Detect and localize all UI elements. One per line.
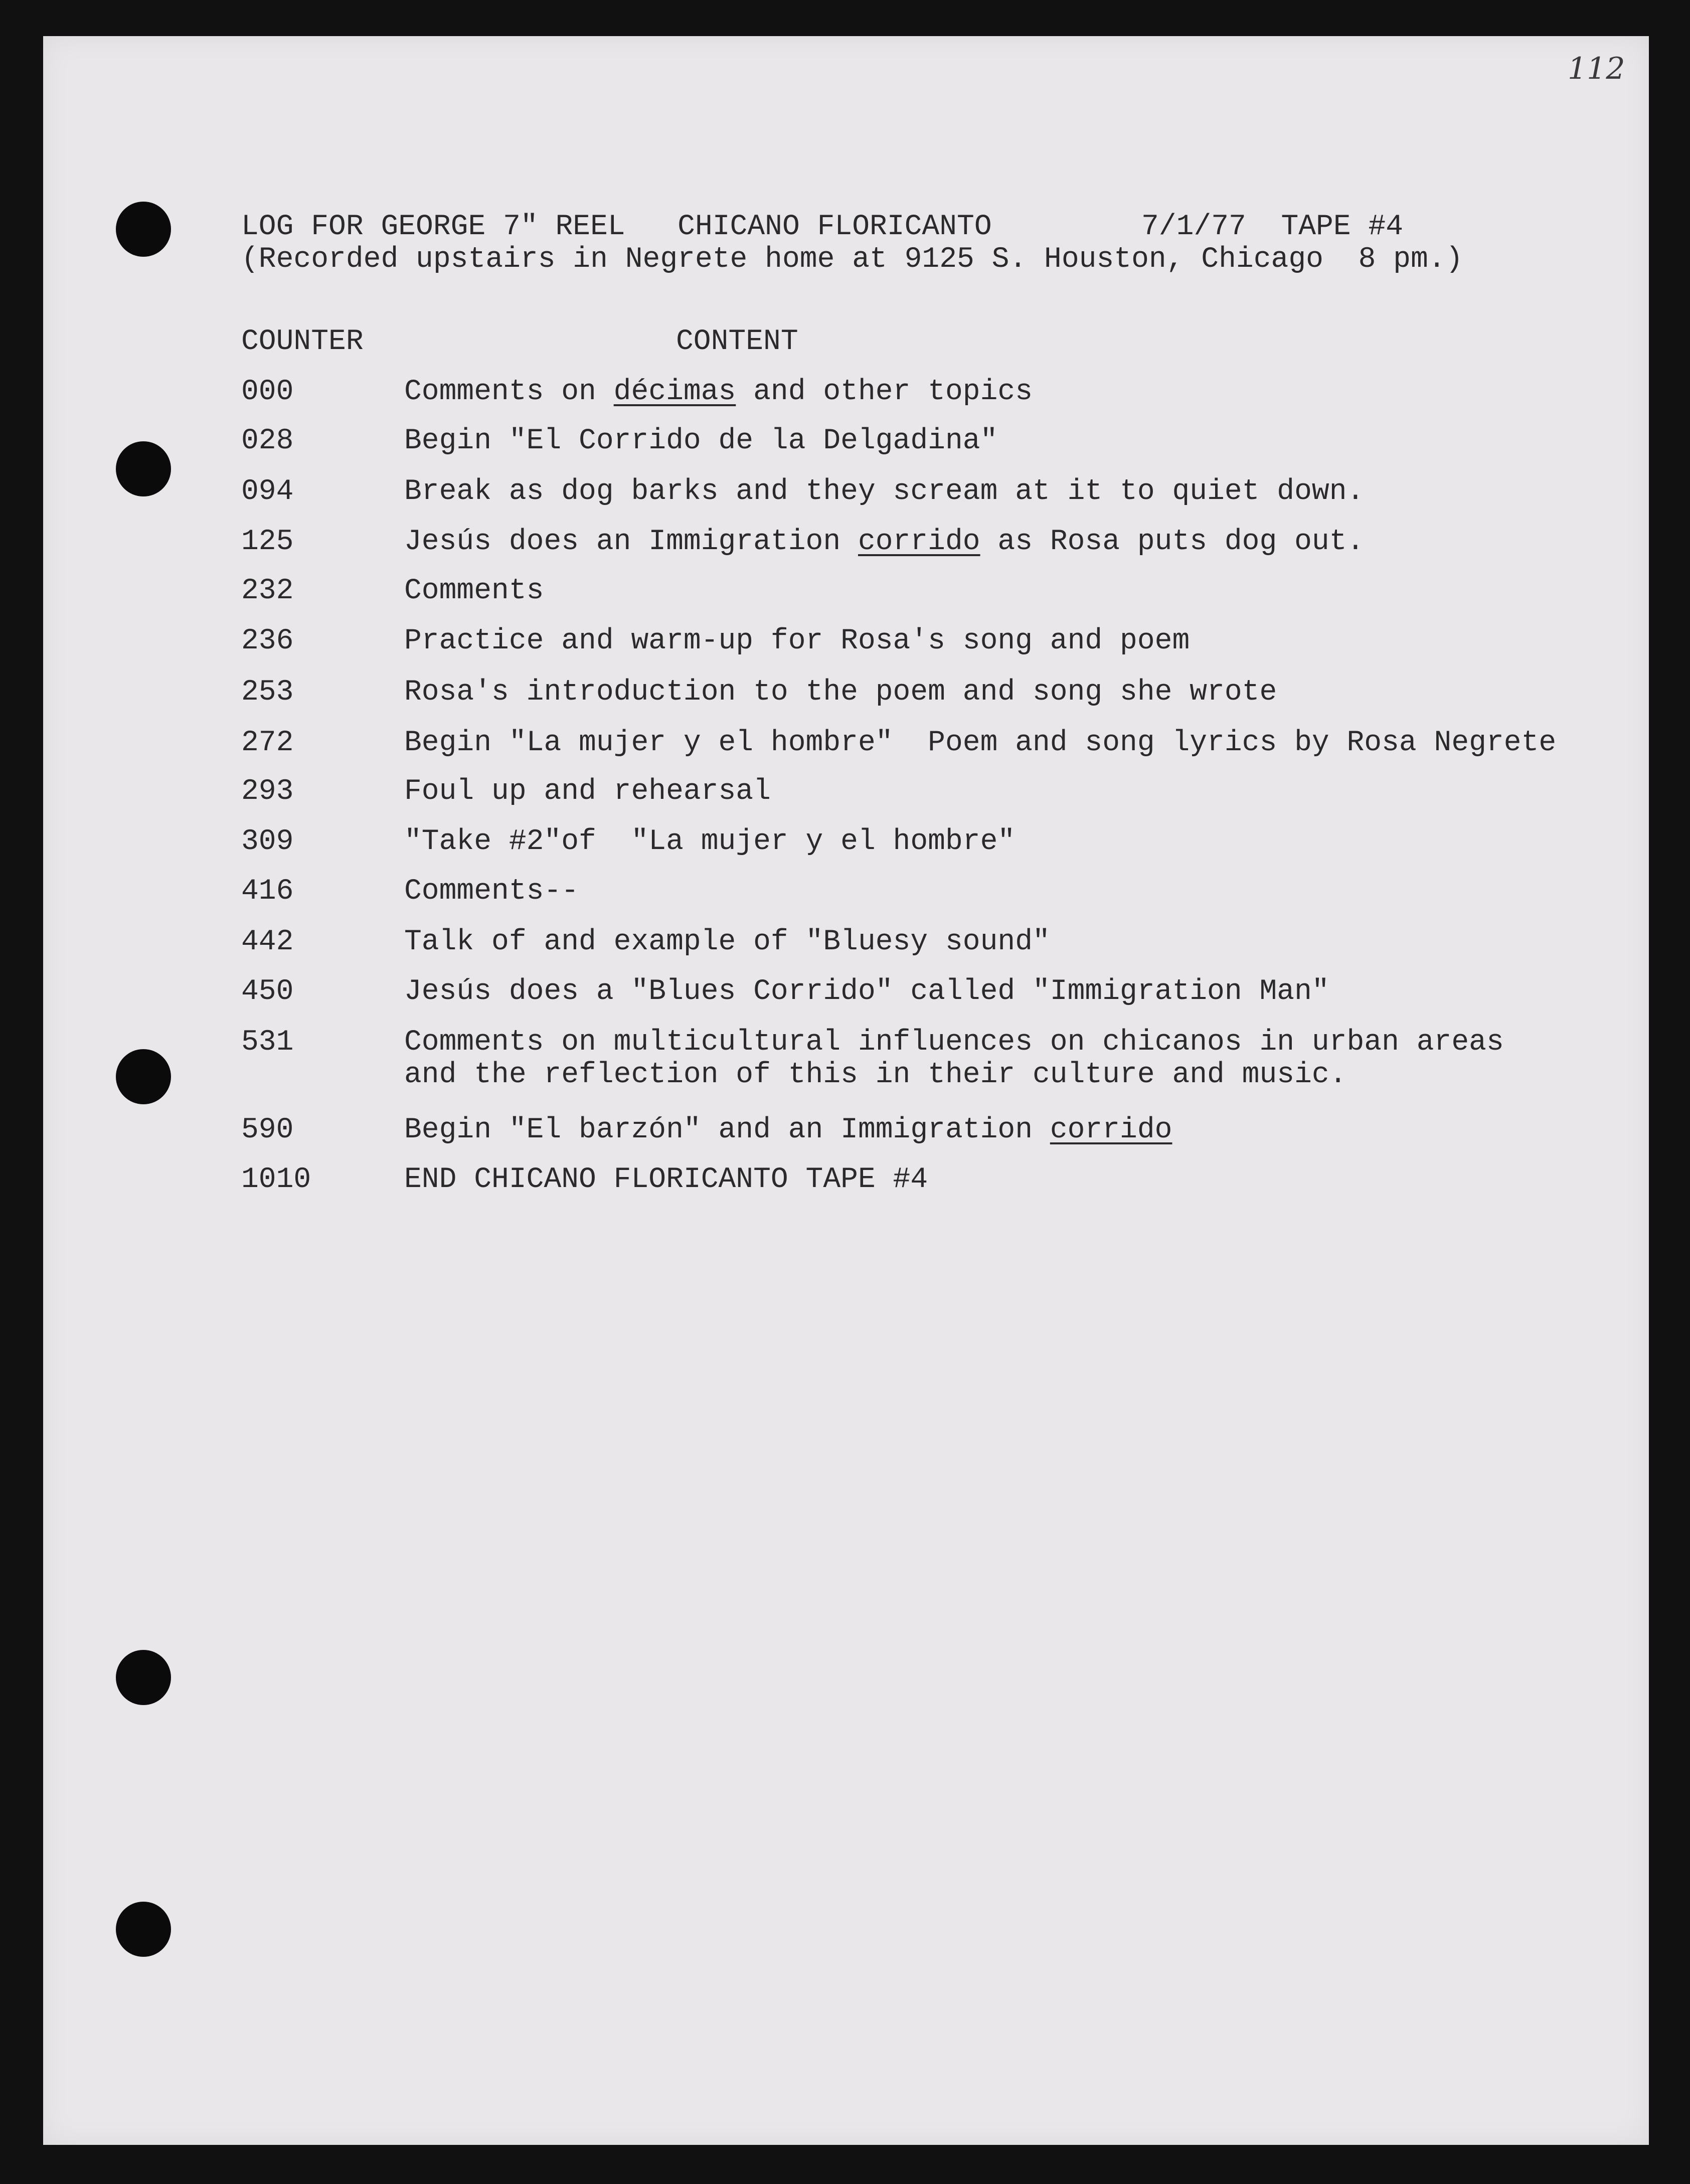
entry-text: Break as dog barks and they scream at it to quiet down. [404,475,1365,508]
entry-text: Begin "El Corrido de la Delgadina" [404,425,998,457]
entry-counter: 000 [241,376,294,408]
entry-content [404,729,1556,758]
entry-content [404,427,997,456]
entry-counter: 236 [241,625,294,657]
log-title: LOG FOR GEORGE 7" REEL CHICANO FLORICANTO [241,211,992,243]
entry-content [404,1116,1172,1145]
entry-text: Foul up and rehearsal [404,775,771,808]
entry-counter: 293 [241,775,294,808]
entry-content-line-2: and the reflection of this in their culture and music. [404,1059,1347,1091]
punch-hole [116,1650,171,1705]
punch-hole [116,1902,171,1957]
entry-text-continued: as Rosa puts dog out. [980,526,1365,558]
punch-hole [116,202,171,257]
entry-content [404,877,579,906]
entry-counter: 531 [241,1026,294,1059]
entry-text: Rosa's introduction to the poem and song she wrote [404,676,1277,709]
underlined-term: corrido [1050,1114,1172,1146]
entry-counter: 232 [241,575,294,607]
entry-counter: 125 [241,526,294,558]
entry-content [404,528,1364,557]
entry-content [404,777,771,806]
entry-text: Comments [404,575,544,607]
entry-text: Jesús does a "Blues Corrido" called "Immigration Man" [404,975,1329,1008]
entry-text-continued: and other topics [736,376,1033,408]
entry-text: Comments on multicultural influences on chicanos in urban areas [404,1026,1504,1059]
entry-text: Talk of and example of "Bluesy sound" [404,926,1050,958]
entry-counter: 1010 [241,1163,311,1196]
entry-text: END CHICANO FLORICANTO TAPE #4 [404,1163,928,1196]
date-and-tape: 7/1/77 TAPE #4 [1141,211,1404,243]
punch-hole [116,441,171,496]
entry-content [404,627,1190,656]
entry-text: Practice and warm-up for Rosa's song and poem [404,625,1190,657]
entry-counter: 253 [241,676,294,709]
entry-content [404,1165,928,1195]
entry-content [404,977,1329,1006]
document-page [43,36,1649,2145]
entry-counter: 416 [241,875,294,908]
entry-text: "Take #2"of "La mujer y el hombre" [404,825,1016,858]
entry-text: Jesús does an Immigration [404,526,858,558]
entry-counter: 450 [241,975,294,1008]
entry-text: Comments-- [404,875,579,908]
entry-content [404,827,1015,857]
entry-content [404,378,1033,407]
punch-hole [116,1049,171,1104]
entry-counter: 094 [241,475,294,508]
entry-text: Begin "La mujer y el hombre" Poem and song lyrics by Rosa Negrete [404,727,1557,759]
content-column-header: CONTENT [676,325,798,358]
entry-text: Begin "El barzón" and an Immigration [404,1114,1050,1146]
underlined-term: corrido [858,526,980,558]
entry-counter: 309 [241,825,294,858]
recording-location: (Recorded upstairs in Negrete home at 9125 S. Houston, Chicago 8 pm.) [241,243,1463,276]
entry-text: Comments on [404,376,614,408]
entry-content [404,577,544,606]
entry-counter: 442 [241,926,294,958]
entry-content [404,928,1050,957]
entry-counter: 590 [241,1114,294,1146]
underlined-term: décimas [613,376,736,408]
counter-column-header: COUNTER [241,325,364,358]
entry-counter: 028 [241,425,294,457]
entry-counter: 272 [241,727,294,759]
entry-content [404,1028,1504,1057]
entry-content [404,477,1364,507]
handwritten-page-number: 112 [1568,51,1625,86]
entry-content [404,678,1277,707]
